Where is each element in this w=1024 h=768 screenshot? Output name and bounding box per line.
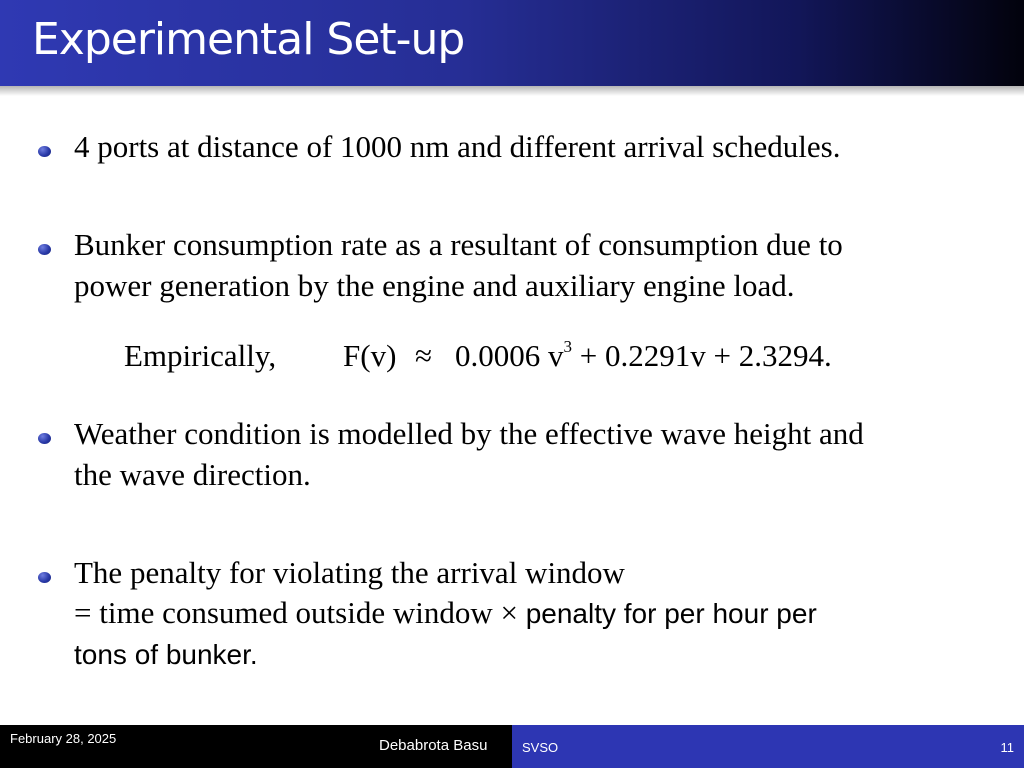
bullet-4-line-2-sans: penalty for per hour per [525, 598, 817, 629]
bullet-2-line-2: power generation by the engine and auxiliary engine load. [74, 268, 795, 303]
bullet-icon [38, 244, 51, 255]
bullet-icon [38, 146, 51, 157]
equation-term-1: 0.0006 v [455, 338, 564, 373]
approx-symbol: ≈ [415, 338, 433, 373]
bullet-4-line-3-sans: tons of bunker. [74, 639, 258, 670]
title-bar-shadow [0, 86, 1024, 96]
equation-rest: + 0.2291v + 2.3294. [579, 338, 832, 373]
bullet-icon [38, 572, 51, 583]
equation-rhs [455, 336, 832, 381]
footer-author: Debabrota Basu [379, 737, 488, 754]
equation-label: Empirically, [124, 338, 277, 373]
bullet-3-line-1: Weather condition is modelled by the effective wave height and [74, 416, 864, 451]
bullet-3-line-2: the wave direction. [74, 457, 311, 492]
footer-right-panel [512, 725, 1024, 768]
equation-exponent: 3 [563, 337, 572, 356]
bullet-4-line-2 [74, 593, 817, 634]
bullet-4-line-3 [74, 634, 258, 675]
footer-date: February 28, 2025 [10, 731, 117, 746]
bullet-4-line-2-serif: = time consumed outside window × [74, 595, 526, 630]
footer-conference: SVSO [522, 740, 559, 755]
bullet-1-line-1: 4 ports at distance of 1000 nm and different arrival schedules. [74, 129, 841, 164]
slide-title: Experimental Set-up [32, 14, 465, 65]
page-number: 11 [1000, 740, 1014, 755]
bullet-icon [38, 433, 51, 444]
bullet-4-line-1: The penalty for violating the arrival window [74, 555, 625, 590]
bullet-2-line-1: Bunker consumption rate as a resultant of consumption due to [74, 227, 843, 262]
equation-lhs: F(v) [343, 338, 397, 373]
